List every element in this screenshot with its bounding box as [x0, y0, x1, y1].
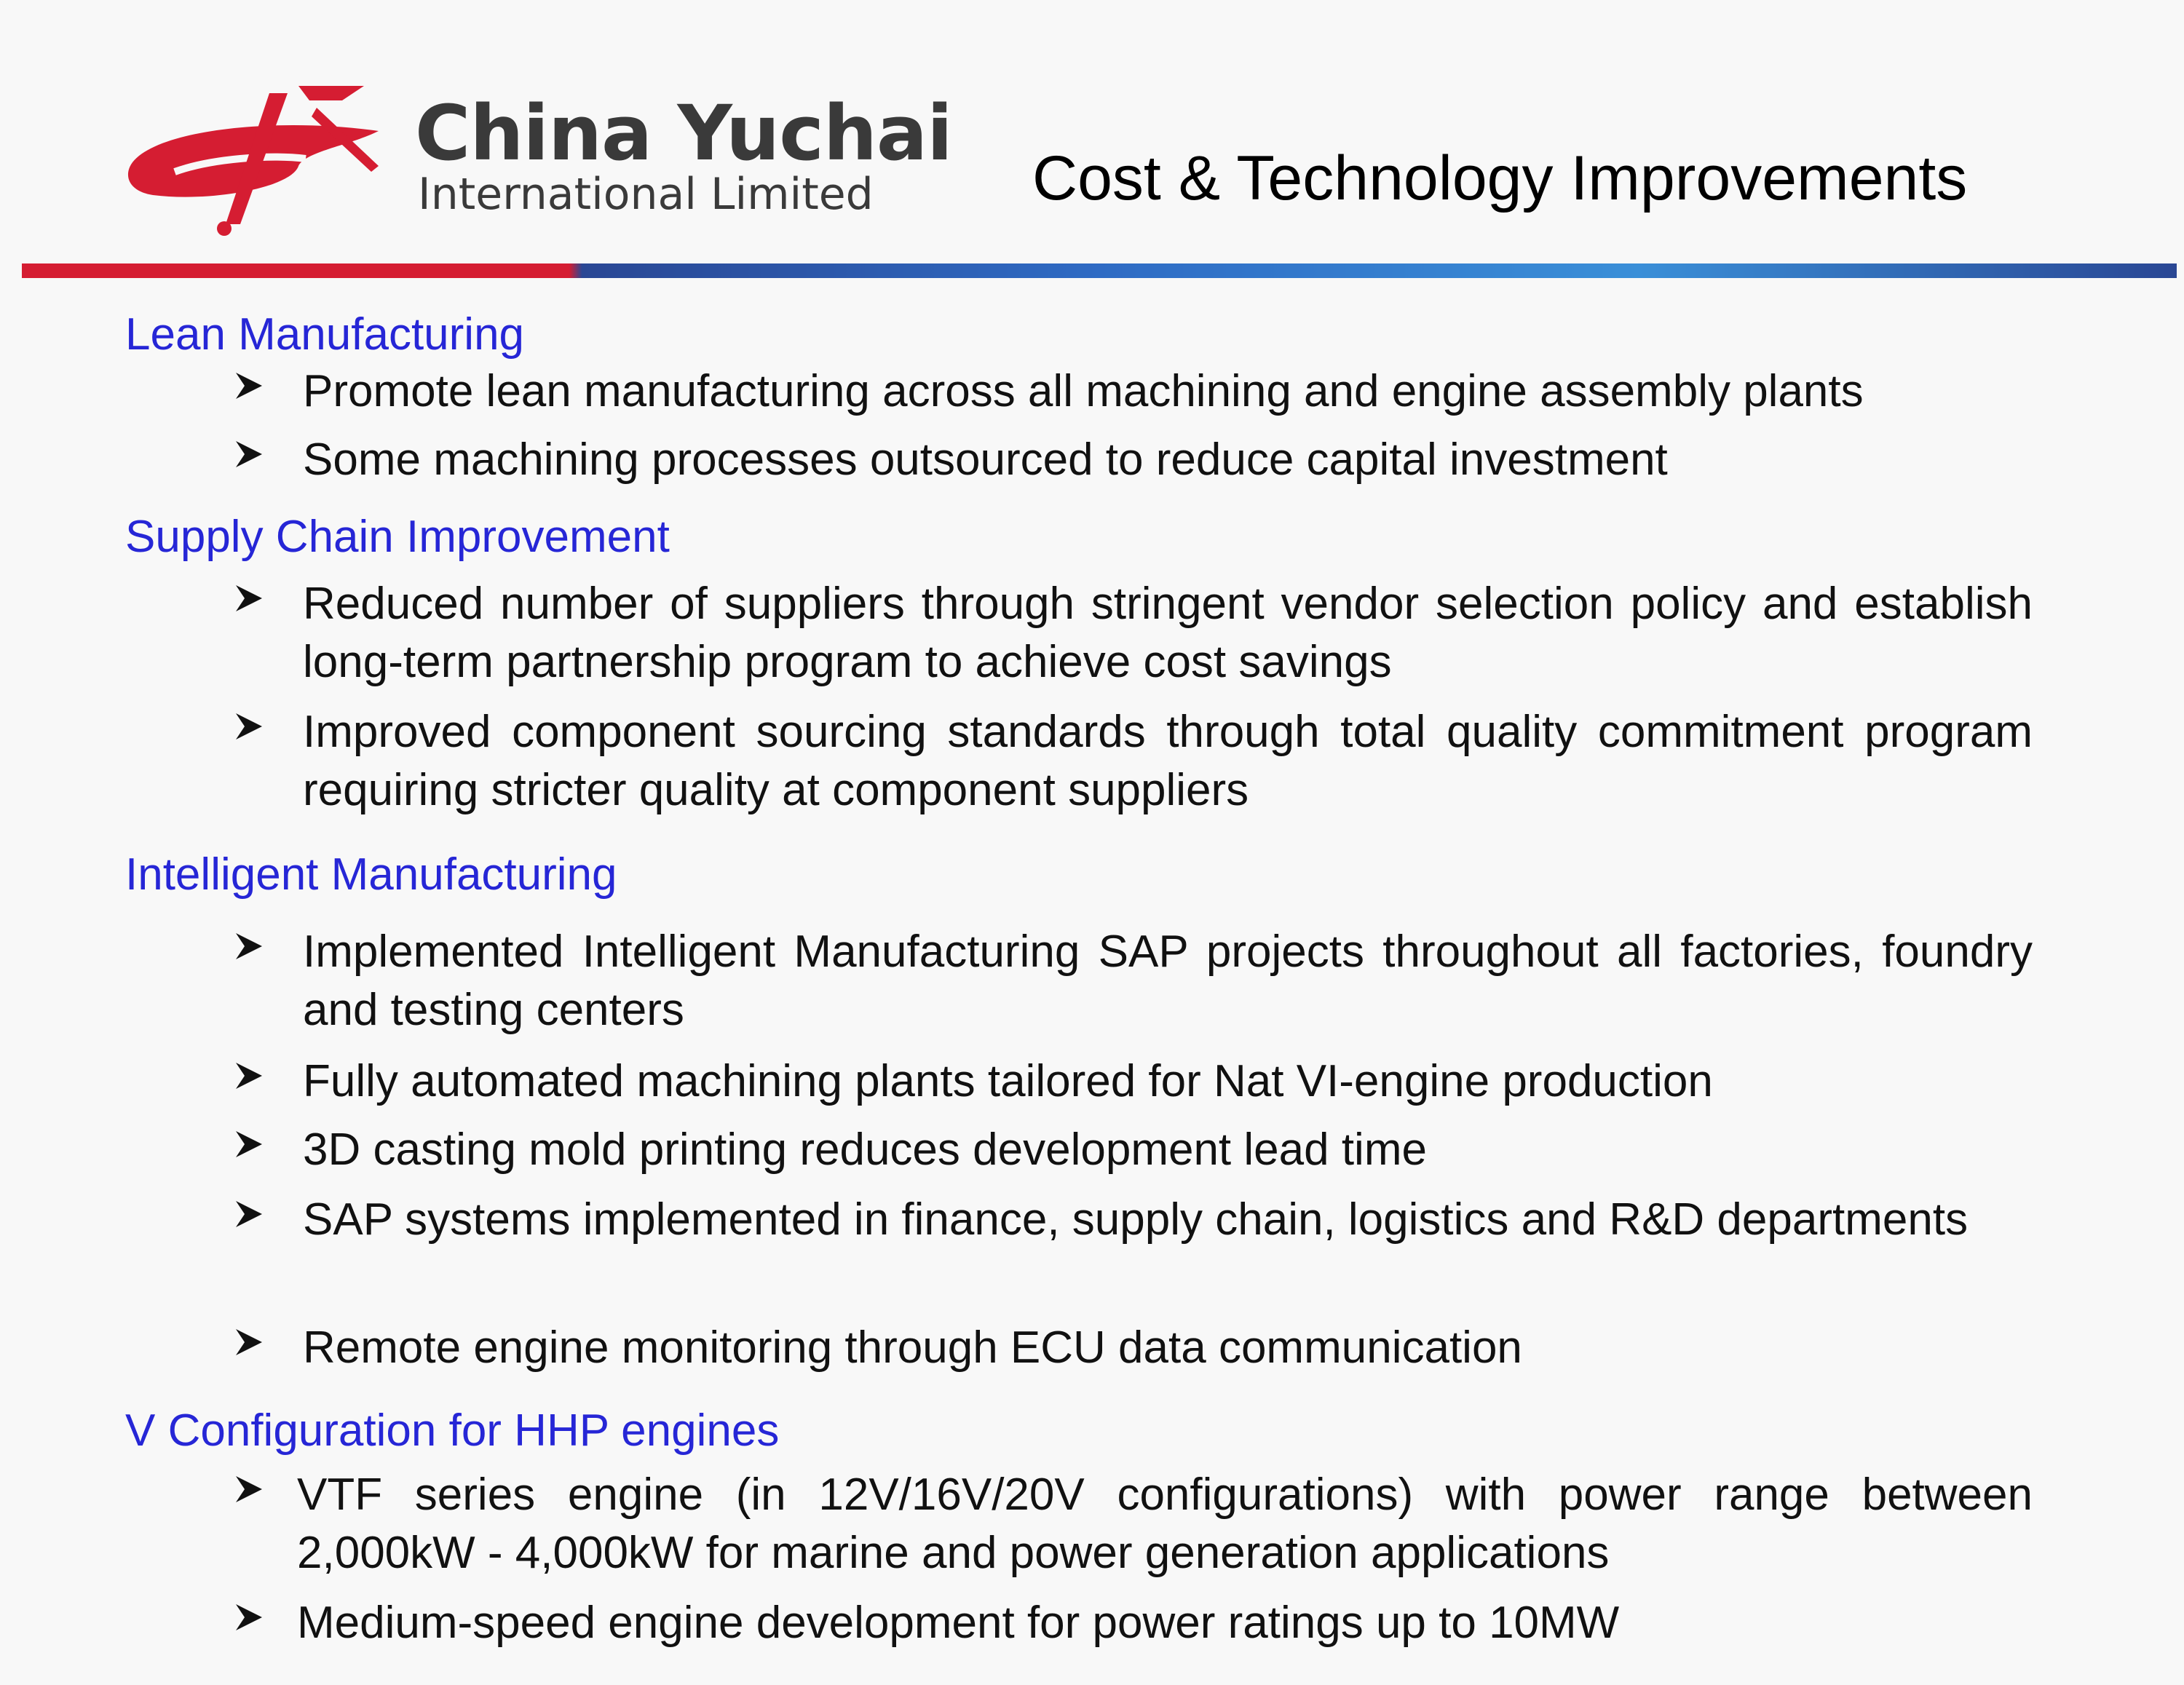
- arrowhead-bullet-icon: [234, 1466, 297, 1507]
- arrowhead-bullet-icon: [234, 923, 303, 964]
- section-title-lean-manufacturing: Lean Manufacturing: [125, 309, 525, 360]
- logo-title: China Yuchai: [415, 89, 952, 178]
- bullet-text: Fully automated machining plants tailored for Nat VI-engine production: [303, 1056, 1713, 1106]
- bullet-item: [234, 1594, 2033, 1652]
- page-title: Cost & Technology Improvements: [1032, 143, 1968, 213]
- bullet-item: [234, 1052, 2033, 1111]
- bullet-item: [234, 1191, 2054, 1249]
- bullet-item: [234, 431, 2018, 489]
- bullet-text: Some machining processes outsourced to reduce capital investment: [303, 435, 1668, 485]
- bullet-item: [234, 1319, 2033, 1377]
- arrowhead-bullet-icon: [234, 1191, 303, 1232]
- section-title-v-configuration: V Configuration for HHP engines: [125, 1406, 780, 1456]
- arrowhead-bullet-icon: [234, 362, 303, 404]
- section-title-intelligent-manufacturing: Intelligent Manufacturing: [125, 849, 617, 900]
- arrowhead-bullet-icon: [234, 1594, 297, 1636]
- bullet-item: [234, 575, 2033, 691]
- arrowhead-bullet-icon: [234, 1121, 303, 1162]
- header-divider-bar: [22, 263, 2177, 278]
- bullet-text: Implemented Intelligent Manufacturing SAP projects throughout all factories, foundry and testing centers: [303, 927, 2033, 1035]
- bullet-text: Remote engine monitoring through ECU data communication: [303, 1323, 1522, 1373]
- logo-subtitle: International Limited: [418, 169, 874, 220]
- bullet-text: Reduced number of suppliers through stringent vendor selection policy and establish long-term partnership program to achieve cost savings: [303, 579, 2033, 687]
- arrowhead-bullet-icon: [234, 575, 303, 616]
- arrowhead-bullet-icon: [234, 1052, 303, 1094]
- bullet-item: [234, 703, 2033, 820]
- section-title-supply-chain-improvement: Supply Chain Improvement: [125, 512, 670, 562]
- bullet-item: [234, 1121, 2033, 1179]
- bullet-text: Promote lean manufacturing across all machining and engine assembly plants: [303, 366, 1864, 416]
- arrowhead-bullet-icon: [234, 431, 303, 472]
- bullet-item: [234, 1466, 2033, 1582]
- yuchai-emblem-icon: [124, 79, 400, 246]
- bullet-item: [234, 362, 2018, 421]
- bullet-item: [234, 923, 2033, 1039]
- bullet-text: Improved component sourcing standards through total quality commitment program requiring stricter quality at component suppliers: [303, 707, 2033, 815]
- company-logo: [124, 79, 952, 246]
- bullet-text: Medium-speed engine development for power ratings up to 10MW: [297, 1598, 1620, 1648]
- bullet-text: SAP systems implemented in finance, supply chain, logistics and R&D departments: [303, 1194, 1969, 1245]
- bullet-text: 3D casting mold printing reduces development lead time: [303, 1125, 1427, 1175]
- bullet-text: VTF series engine (in 12V/16V/20V configurations) with power range between 2,000kW - 4,000kW for marine and power generation applications: [297, 1470, 2033, 1578]
- arrowhead-bullet-icon: [234, 703, 303, 745]
- arrowhead-bullet-icon: [234, 1319, 303, 1360]
